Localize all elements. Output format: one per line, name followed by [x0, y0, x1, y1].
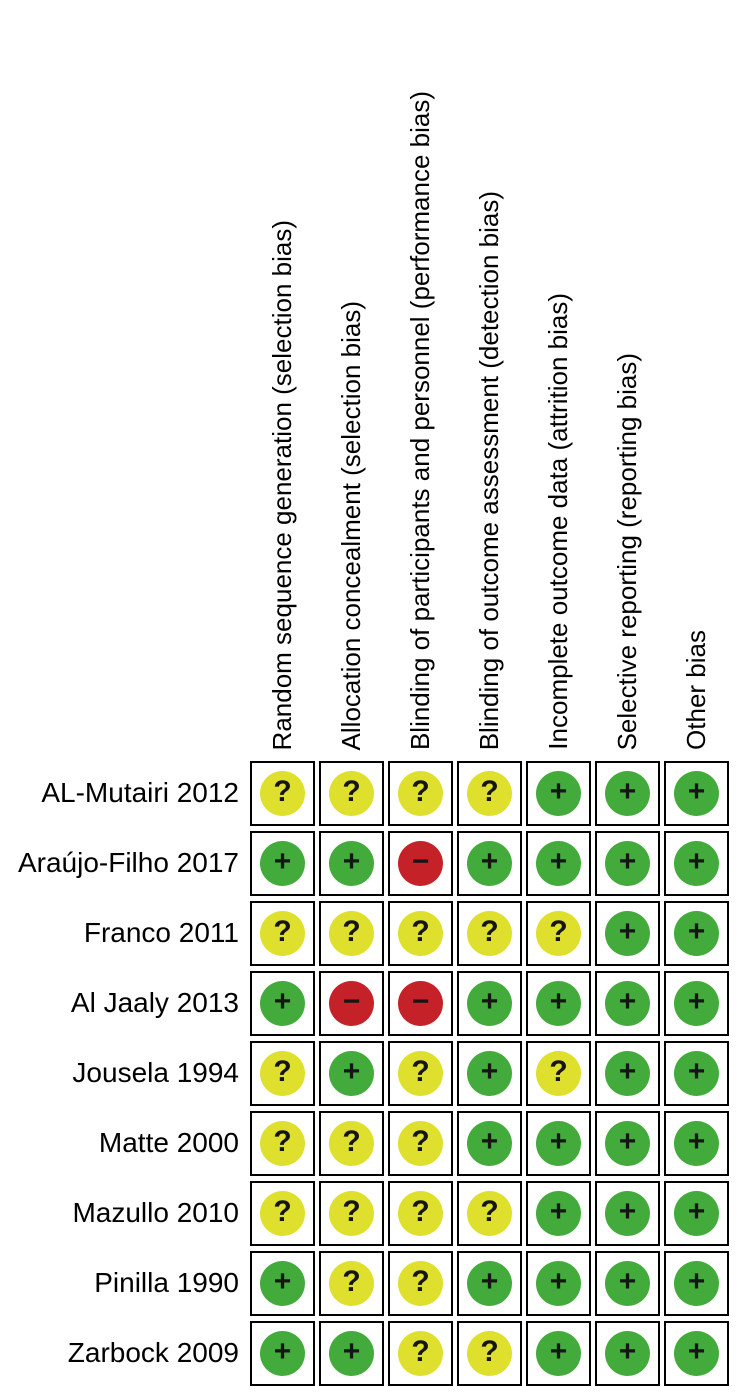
- judgement-cell: [250, 1181, 315, 1246]
- judgement-cell: [664, 1111, 729, 1176]
- judgement-low-risk-icon: +: [536, 1261, 581, 1306]
- judgement-cell: [250, 971, 315, 1036]
- judgement-cell: [250, 831, 315, 896]
- judgement-unclear-risk-icon: ?: [536, 1051, 581, 1096]
- judgement-cell: [526, 1111, 591, 1176]
- judgement-cell: [388, 761, 453, 826]
- judgement-low-risk-icon: +: [260, 841, 305, 886]
- judgement-cell: [319, 1321, 384, 1386]
- judgement-low-risk-icon: +: [605, 1331, 650, 1376]
- judgement-cell: [457, 901, 522, 966]
- judgement-cell: [388, 831, 453, 896]
- judgement-cell: [595, 1321, 660, 1386]
- table-row: [0, 1038, 744, 1108]
- rows: [0, 758, 744, 1388]
- column-header-label: Incomplete outcome data (attrition bias): [542, 293, 573, 750]
- judgement-cell: [526, 1041, 591, 1106]
- judgement-cell: [319, 971, 384, 1036]
- judgement-cell: [250, 1111, 315, 1176]
- judgement-low-risk-icon: +: [674, 1191, 719, 1236]
- study-label: Araújo-Filho 2017: [17, 847, 239, 878]
- judgement-cell: [664, 1251, 729, 1316]
- study-label: Al Jaaly 2013: [70, 987, 239, 1018]
- column-header: [526, 0, 595, 758]
- judgement-unclear-risk-icon: ?: [467, 911, 512, 956]
- judgement-unclear-risk-icon: ?: [329, 1191, 374, 1236]
- judgement-low-risk-icon: +: [329, 1331, 374, 1376]
- table-row: [0, 898, 744, 968]
- judgement-unclear-risk-icon: ?: [467, 1191, 512, 1236]
- judgement-low-risk-icon: +: [536, 841, 581, 886]
- judgement-cell: [526, 761, 591, 826]
- judgement-unclear-risk-icon: ?: [467, 771, 512, 816]
- judgement-unclear-risk-icon: ?: [260, 1121, 305, 1166]
- judgement-cell: [250, 761, 315, 826]
- judgement-unclear-risk-icon: ?: [398, 911, 443, 956]
- judgement-low-risk-icon: +: [536, 1191, 581, 1236]
- judgement-cell: [595, 1111, 660, 1176]
- column-header: [250, 0, 319, 758]
- judgement-low-risk-icon: +: [674, 981, 719, 1026]
- judgement-low-risk-icon: +: [260, 981, 305, 1026]
- judgement-cell: [526, 831, 591, 896]
- judgement-unclear-risk-icon: ?: [260, 1191, 305, 1236]
- judgement-low-risk-icon: +: [329, 841, 374, 886]
- judgement-cell: [319, 831, 384, 896]
- judgement-cell: [457, 971, 522, 1036]
- judgement-unclear-risk-icon: ?: [260, 771, 305, 816]
- column-header-label: Allocation concealment (selection bias): [335, 300, 366, 750]
- judgement-low-risk-icon: +: [260, 1331, 305, 1376]
- judgement-unclear-risk-icon: ?: [260, 911, 305, 956]
- judgement-low-risk-icon: +: [536, 1121, 581, 1166]
- judgement-cell: [526, 1251, 591, 1316]
- judgement-low-risk-icon: +: [674, 1261, 719, 1306]
- judgement-unclear-risk-icon: ?: [329, 771, 374, 816]
- judgement-cell: [457, 831, 522, 896]
- column-header-label: Selective reporting (reporting bias): [611, 352, 642, 750]
- judgement-low-risk-icon: +: [605, 841, 650, 886]
- judgement-low-risk-icon: +: [536, 981, 581, 1026]
- judgement-cell: [457, 1181, 522, 1246]
- judgement-high-risk-icon: −: [398, 981, 443, 1026]
- judgement-cell: [457, 761, 522, 826]
- judgement-low-risk-icon: +: [605, 1261, 650, 1306]
- judgement-unclear-risk-icon: ?: [467, 1331, 512, 1376]
- column-header-label: Random sequence generation (selection bias): [266, 219, 297, 750]
- judgement-high-risk-icon: −: [329, 981, 374, 1026]
- table-row: [0, 1248, 744, 1318]
- judgement-cell: [457, 1041, 522, 1106]
- judgement-cell: [319, 1251, 384, 1316]
- judgement-cell: [319, 901, 384, 966]
- judgement-high-risk-icon: −: [398, 841, 443, 886]
- judgement-unclear-risk-icon: ?: [329, 1121, 374, 1166]
- judgement-cell: [388, 1181, 453, 1246]
- study-label: Franco 2011: [83, 917, 239, 948]
- column-header: [388, 0, 457, 758]
- judgement-low-risk-icon: +: [674, 771, 719, 816]
- judgement-unclear-risk-icon: ?: [398, 1261, 443, 1306]
- judgement-cell: [319, 761, 384, 826]
- judgement-cell: [388, 1041, 453, 1106]
- judgement-cell: [664, 901, 729, 966]
- judgement-low-risk-icon: +: [536, 1331, 581, 1376]
- judgement-low-risk-icon: +: [605, 1051, 650, 1096]
- judgement-low-risk-icon: +: [467, 1051, 512, 1096]
- table-row: [0, 828, 744, 898]
- judgement-cell: [319, 1181, 384, 1246]
- judgement-cell: [664, 1321, 729, 1386]
- judgement-cell: [388, 901, 453, 966]
- judgement-low-risk-icon: +: [674, 1051, 719, 1096]
- judgement-cell: [319, 1111, 384, 1176]
- table-row: [0, 1178, 744, 1248]
- judgement-unclear-risk-icon: ?: [398, 771, 443, 816]
- column-header: [664, 0, 733, 758]
- study-label: Mazullo 2010: [72, 1197, 239, 1228]
- judgement-cell: [250, 1251, 315, 1316]
- judgement-cell: [664, 761, 729, 826]
- judgement-low-risk-icon: +: [674, 911, 719, 956]
- judgement-cell: [250, 1321, 315, 1386]
- study-label: Jousela 1994: [72, 1057, 239, 1088]
- column-header-label: Blinding of outcome assessment (detection bias): [473, 190, 504, 750]
- judgement-cell: [664, 1181, 729, 1246]
- judgement-low-risk-icon: +: [329, 1051, 374, 1096]
- table-row: [0, 1108, 744, 1178]
- column-header: [457, 0, 526, 758]
- judgement-cell: [319, 1041, 384, 1106]
- judgement-cell: [388, 1111, 453, 1176]
- judgement-unclear-risk-icon: ?: [329, 1261, 374, 1306]
- judgement-low-risk-icon: +: [467, 981, 512, 1026]
- table-row: [0, 758, 744, 828]
- judgement-cell: [250, 1041, 315, 1106]
- judgement-low-risk-icon: +: [674, 1331, 719, 1376]
- judgement-cell: [595, 1251, 660, 1316]
- judgement-low-risk-icon: +: [467, 1261, 512, 1306]
- judgement-cell: [526, 1321, 591, 1386]
- judgement-cell: [388, 1251, 453, 1316]
- judgement-cell: [595, 761, 660, 826]
- judgement-low-risk-icon: +: [605, 1121, 650, 1166]
- judgement-cell: [526, 901, 591, 966]
- judgement-cell: [664, 1041, 729, 1106]
- column-header-label: Other bias: [680, 630, 711, 750]
- judgement-cell: [664, 971, 729, 1036]
- judgement-cell: [250, 901, 315, 966]
- judgement-unclear-risk-icon: ?: [398, 1051, 443, 1096]
- judgement-cell: [595, 971, 660, 1036]
- judgement-unclear-risk-icon: ?: [329, 911, 374, 956]
- judgement-cell: [595, 831, 660, 896]
- judgement-cell: [526, 1181, 591, 1246]
- study-label: Pinilla 1990: [94, 1267, 239, 1298]
- judgement-low-risk-icon: +: [605, 911, 650, 956]
- column-header: [319, 0, 388, 758]
- judgement-cell: [664, 831, 729, 896]
- judgement-cell: [388, 971, 453, 1036]
- judgement-unclear-risk-icon: ?: [398, 1121, 443, 1166]
- judgement-low-risk-icon: +: [605, 981, 650, 1026]
- judgement-cell: [457, 1251, 522, 1316]
- column-header: [595, 0, 664, 758]
- study-label: Matte 2000: [98, 1127, 239, 1158]
- judgement-cell: [595, 1181, 660, 1246]
- table-row: [0, 968, 744, 1038]
- judgement-low-risk-icon: +: [536, 771, 581, 816]
- judgement-low-risk-icon: +: [260, 1261, 305, 1306]
- judgement-low-risk-icon: +: [467, 1121, 512, 1166]
- judgement-cell: [457, 1321, 522, 1386]
- judgement-unclear-risk-icon: ?: [260, 1051, 305, 1096]
- study-label: Zarbock 2009: [67, 1337, 239, 1368]
- judgement-low-risk-icon: +: [674, 841, 719, 886]
- table-row: [0, 1318, 744, 1388]
- judgement-cell: [457, 1111, 522, 1176]
- study-label: AL-Mutairi 2012: [41, 777, 239, 808]
- judgement-cell: [388, 1321, 453, 1386]
- column-header-label: Blinding of participants and personnel (performance bias): [404, 90, 435, 750]
- judgement-low-risk-icon: +: [674, 1121, 719, 1166]
- judgement-low-risk-icon: +: [605, 771, 650, 816]
- judgement-unclear-risk-icon: ?: [398, 1191, 443, 1236]
- judgement-low-risk-icon: +: [467, 841, 512, 886]
- judgement-cell: [595, 901, 660, 966]
- judgement-low-risk-icon: +: [605, 1191, 650, 1236]
- judgement-unclear-risk-icon: ?: [398, 1331, 443, 1376]
- judgement-cell: [526, 971, 591, 1036]
- judgement-unclear-risk-icon: ?: [536, 911, 581, 956]
- judgement-cell: [595, 1041, 660, 1106]
